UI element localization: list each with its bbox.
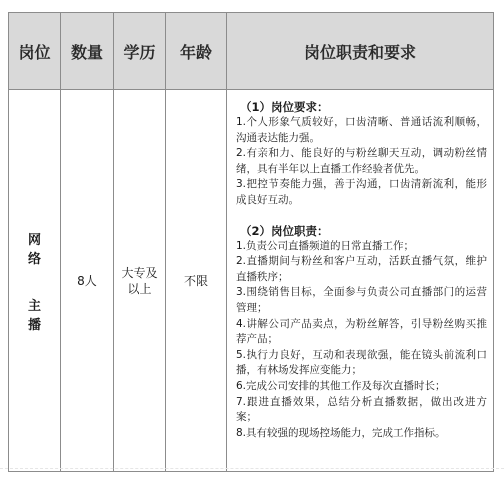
table-row <box>9 90 494 472</box>
duty-item: 4.讲解公司产品卖点，为粉丝解答，引导粉丝购买推荐产品； <box>236 317 487 346</box>
post-line: 网 络 <box>27 232 53 267</box>
duty-item: 5.执行力良好，互动和表现欲强，能在镜头前流利口播，有林场发挥应变能力； <box>236 348 487 377</box>
requirement-item: 2.有亲和力、能良好的与粉丝聊天互动，调动粉丝情绪，具有半年以上直播工作经验者优先。 <box>236 147 487 175</box>
requirement-item: 1.个人形象气质较好，口齿清晰、普通话流利顺畅，沟通表达能力强。 <box>236 116 487 144</box>
header-post: 岗位 <box>9 13 61 90</box>
duty-item: 8.具有较强的现场控场能力，完成工作指标。 <box>236 426 446 439</box>
duties-cell <box>227 90 494 472</box>
duty-item: 2.直播期间与粉丝和客户互动，活跃直播气氛，维护直播秩序； <box>236 255 487 283</box>
count-cell: 8人 <box>61 90 114 472</box>
bottom-divider <box>0 468 504 469</box>
post-cell <box>9 90 61 472</box>
header-education: 学历 <box>114 13 166 90</box>
header-count: 数量 <box>61 13 114 90</box>
duty-item: 1.负责公司直播频道的日常直播工作； <box>236 239 415 252</box>
education-line: 以上 <box>127 281 152 296</box>
post-line: 主 播 <box>27 298 53 333</box>
age-cell: 不限 <box>166 90 227 472</box>
header-age: 年龄 <box>166 13 227 90</box>
requirements-title: （1）岗位要求： <box>240 100 329 114</box>
header-row <box>9 13 494 90</box>
education-line: 大专及 <box>121 265 158 280</box>
job-table <box>8 12 494 472</box>
job-table-container <box>8 12 494 472</box>
duty-item: 7.跟进直播效果，总结分析直播数据，做出改进方案； <box>236 395 487 424</box>
header-duties: 岗位职责和要求 <box>227 13 494 90</box>
duty-item: 3.围绕销售目标，全面参与负责公司直播部门的运营管理； <box>236 286 487 314</box>
duty-item: 6.完成公司安排的其他工作及每次直播时长； <box>236 379 446 392</box>
requirement-item: 3.把控节奏能力强，善于沟通，口齿清新流利，能形成良好互动。 <box>236 178 487 206</box>
education-cell <box>114 90 166 472</box>
section-gap <box>236 209 487 224</box>
duties-title: （2）岗位职责： <box>240 223 329 238</box>
